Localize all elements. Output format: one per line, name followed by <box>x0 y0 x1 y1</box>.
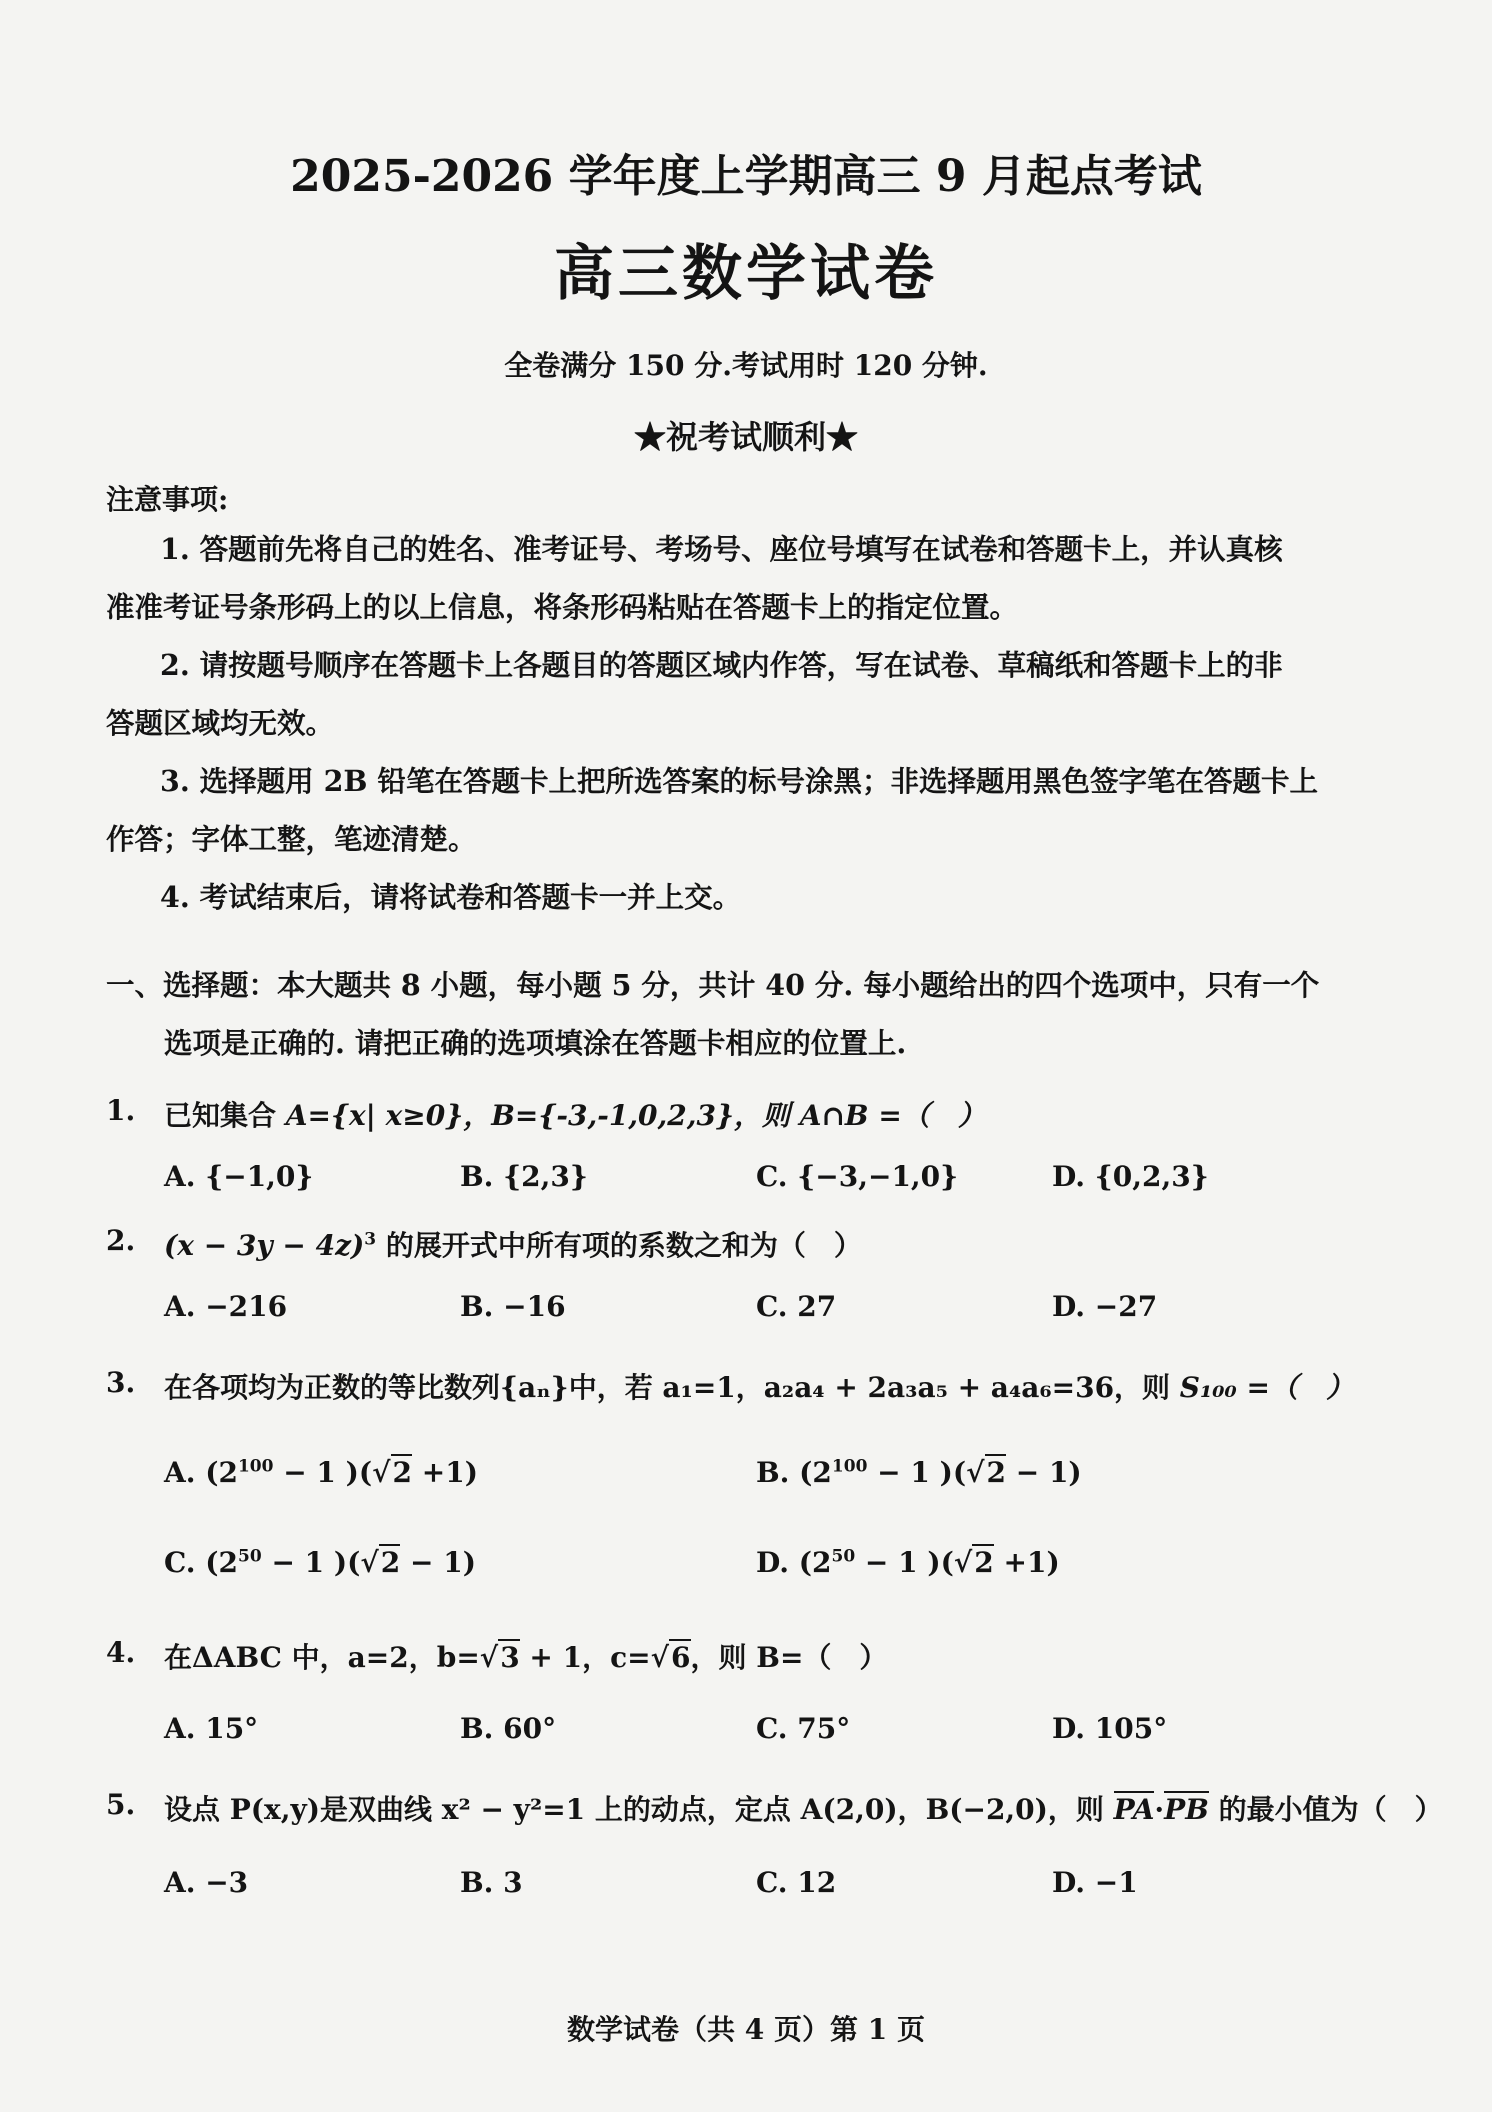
option-radicand: 2 <box>986 1456 1006 1489</box>
dot-operator: · <box>1154 1793 1165 1826</box>
option-end: +1) <box>993 1546 1060 1579</box>
question-4-option-d: D. 105° <box>1052 1712 1168 1745</box>
question-1-number: 1. <box>106 1094 136 1127</box>
page-footer: 数学试卷（共 4 页）第 1 页 <box>567 2013 925 2046</box>
full-score-note: 全卷满分 150 分.考试用时 120 分钟. <box>504 349 988 382</box>
question-2-option-d: D. −27 <box>1052 1290 1158 1323</box>
question-2-exponent: 3 <box>364 1229 377 1250</box>
option-mid: − 1 )( <box>855 1546 954 1579</box>
question-4-option-a: A. 15° <box>164 1712 259 1745</box>
question-2-number: 2. <box>106 1224 136 1257</box>
question-5-stem <box>164 1788 1443 1828</box>
option-mid: − 1 )( <box>867 1456 967 1489</box>
vector-pb: PB <box>1164 1793 1209 1826</box>
option-label: D. (2 <box>756 1546 832 1579</box>
note-2-line-1: 2. 请按题号顺序在答题卡上各题目的答题区域内作答，写在试卷、草稿纸和答题卡上的非 <box>160 648 1283 682</box>
option-mid: − 1 )( <box>273 1456 373 1489</box>
question-2-stem-rest: 的展开式中所有项的系数之和为（ ） <box>376 1229 862 1262</box>
question-2-option-a: A. −216 <box>164 1290 288 1323</box>
question-5-stem-part-b: 的最小值为（ ） <box>1208 1793 1443 1826</box>
option-label: B. (2 <box>756 1456 832 1489</box>
note-2-line-2: 答题区域均无效。 <box>106 706 335 740</box>
question-4-stem-part-a: 在ΔABC 中，a=2，b= <box>164 1641 480 1674</box>
note-3-line-1: 3. 选择题用 2B 铅笔在答题卡上把所选答案的标号涂黑；非选择题用黑色签字笔在答题卡上 <box>160 764 1318 798</box>
question-3-number: 3. <box>106 1366 136 1399</box>
question-4-stem: 在ΔABC 中，a=2，b=√3 + 1，c=√6，则 B=（ ） <box>164 1641 888 1674</box>
question-1-stem <box>164 1094 986 1134</box>
paper-title: 高三数学试卷 <box>554 239 938 309</box>
question-5-stem-part-a: 设点 P(x,y)是双曲线 x² − y²=1 上的动点，定点 A(2,0)，B(−2,0)，则 <box>164 1793 1114 1826</box>
question-1-stem-part-a: 已知集合 <box>164 1099 286 1132</box>
option-label: C. (2 <box>164 1546 239 1579</box>
question-4-option-b: B. 60° <box>460 1712 557 1745</box>
option-exponent: 100 <box>831 1456 868 1477</box>
question-5-number: 5. <box>106 1788 136 1821</box>
question-4-stem-part-c: ，则 B=（ ） <box>690 1641 888 1674</box>
question-5-option-a: A. −3 <box>164 1866 249 1899</box>
question-3-stem-part-b: S₁₀₀ =（ ） <box>1179 1371 1355 1404</box>
question-2-option-b: B. −16 <box>460 1290 566 1323</box>
question-3-option-b: B. ($2^{100} - 1$ )(√2 − 1) <box>756 1456 1082 1489</box>
question-3-option-c: C. ($2^{50} - 1$ )(√2 − 1) <box>164 1546 476 1579</box>
exam-title: 2025-2026 学年度上学期高三 9 月起点考试 <box>290 151 1202 202</box>
question-4-stem-part-b: + 1，c= <box>519 1641 651 1674</box>
option-end: +1) <box>412 1456 478 1489</box>
option-label: A. (2 <box>164 1456 238 1489</box>
question-4-radicand-c: 6 <box>671 1641 691 1674</box>
question-2-stem <box>164 1224 862 1264</box>
option-mid: − 1 )( <box>261 1546 361 1579</box>
question-2-expression: (x − 3y − 4z) <box>164 1229 365 1262</box>
question-4-option-c: C. 75° <box>756 1712 851 1745</box>
option-end: − 1) <box>400 1546 476 1579</box>
option-exponent: 50 <box>238 1546 262 1567</box>
question-3-stem-part-a: 在各项均为正数的等比数列{aₙ}中，若 a₁=1，a₂a₄ + 2a₃a₅ + a₄a₆=36，则 <box>164 1371 1180 1404</box>
question-2-option-c: C. 27 <box>756 1290 837 1323</box>
note-1-line-2: 准准考证号条形码上的以上信息，将条形码粘贴在答题卡上的指定位置。 <box>106 590 1019 624</box>
question-1-option-b: B. {2,3} <box>460 1160 588 1193</box>
option-radicand: 2 <box>974 1546 994 1579</box>
option-end: − 1) <box>1005 1456 1082 1489</box>
option-radicand: 2 <box>380 1546 401 1579</box>
question-1-option-c: C. {−3,−1,0} <box>756 1160 959 1193</box>
section-1-heading: 一、选择题：本大题共 8 小题，每小题 5 分，共计 40 分. 每小题给出的四个选项中，只有一个 <box>106 968 1320 1002</box>
question-5-option-d: D. −1 <box>1052 1866 1138 1899</box>
note-1-line-1: 1. 答题前先将自己的姓名、准考证号、考场号、座位号填写在试卷和答题卡上，并认真核 <box>160 532 1283 566</box>
section-1-subheading: 选项是正确的. 请把正确的选项填涂在答题卡相应的位置上. <box>164 1026 907 1060</box>
question-3-option-a: A. ($2^{100} - 1$ )(√2 +1) <box>164 1456 478 1489</box>
question-3-option-d: D. ($2^{50} - 1$ )(√2 +1) <box>756 1546 1060 1579</box>
notes-title: 注意事项: <box>106 483 229 516</box>
question-1-option-d: D. {0,2,3} <box>1052 1160 1209 1193</box>
question-3-stem <box>164 1366 1354 1406</box>
question-4-number: 4. <box>106 1636 136 1669</box>
vector-pa: PA <box>1113 1793 1155 1826</box>
question-1-option-a: A. {−1,0} <box>164 1160 314 1193</box>
note-3-line-2: 作答；字体工整，笔迹清楚。 <box>106 822 477 856</box>
question-4-radicand-b: 3 <box>500 1641 520 1674</box>
note-4-line-1: 4. 考试结束后，请将试卷和答题卡一并上交。 <box>160 880 742 914</box>
blessing-line: ★祝考试顺利★ <box>633 418 858 456</box>
question-5-option-c: C. 12 <box>756 1866 837 1899</box>
option-exponent: 50 <box>831 1546 856 1567</box>
option-radicand: 2 <box>392 1456 413 1489</box>
question-5-option-b: B. 3 <box>460 1866 523 1899</box>
option-exponent: 100 <box>237 1456 274 1477</box>
question-1-stem-part-b: A={x| x≥0}，B={-3,-1,0,2,3}，则 A∩B =（ ） <box>285 1099 986 1132</box>
